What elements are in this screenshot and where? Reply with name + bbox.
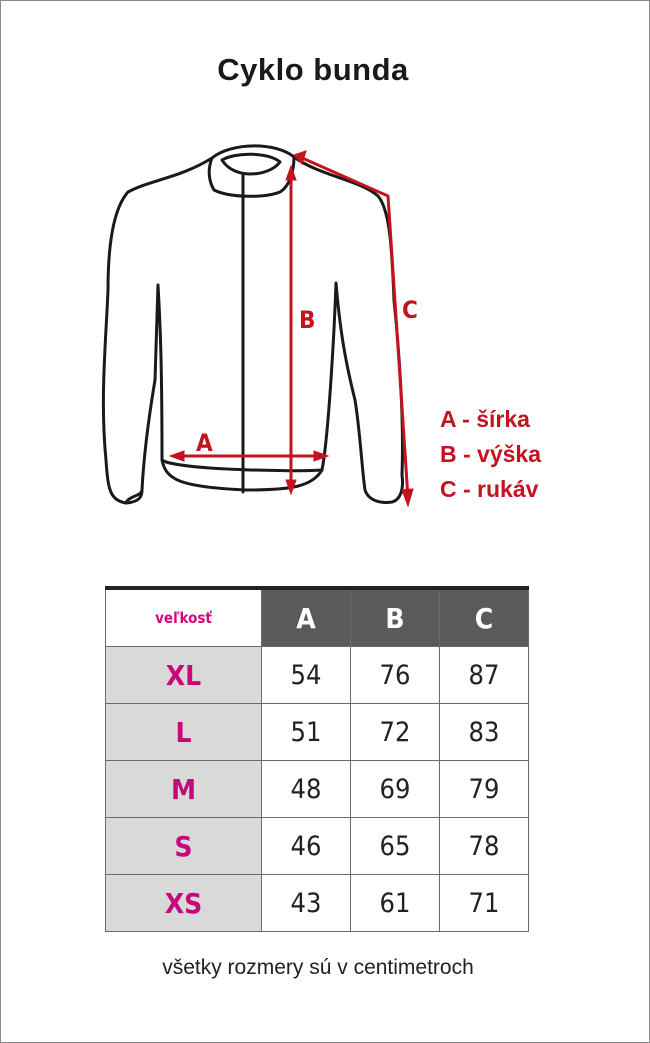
value-cell: 43 [262,875,351,932]
value-cell: 51 [262,704,351,761]
table-row [106,704,529,761]
value-cell: 71 [440,875,529,932]
header-col-c: C [440,588,529,647]
header-size-label: veľkosť [106,588,262,647]
size-cell: XL [106,647,262,704]
value-cell: 61 [351,875,440,932]
table-row [106,875,529,932]
measure-c-arrow-bottom [402,489,413,506]
label-b: B [299,306,316,334]
value-cell: 76 [351,647,440,704]
label-c: C [402,296,418,324]
value-cell: 46 [262,818,351,875]
page-title: Cyklo bunda [217,52,409,87]
size-cell: L [106,704,262,761]
size-cell: M [106,761,262,818]
measure-c-line [300,157,408,498]
header-col-a: A [262,588,351,647]
header-col-b: B [351,588,440,647]
legend-item-b: B - výška [440,441,542,467]
legend-item-c: C - rukáv [440,476,539,502]
value-cell: 83 [440,704,529,761]
value-cell: 78 [440,818,529,875]
label-a: A [196,429,213,457]
size-cell: S [106,818,262,875]
size-cell: XS [106,875,262,932]
value-cell: 87 [440,647,529,704]
value-cell: 72 [351,704,440,761]
value-cell: 48 [262,761,351,818]
value-cell: 79 [440,761,529,818]
table-row [106,761,529,818]
value-cell: 65 [351,818,440,875]
size-table [105,586,529,932]
table-row [106,818,529,875]
jacket-outline [103,146,402,503]
units-note: všetky rozmery sú v centimetroch [162,956,474,979]
table-row [106,647,529,704]
value-cell: 54 [262,647,351,704]
value-cell: 69 [351,761,440,818]
measurement-legend [440,402,541,507]
legend-item-a: A - šírka [440,406,530,432]
table-header-row [106,588,529,647]
measure-a-arrow-left [170,451,184,461]
